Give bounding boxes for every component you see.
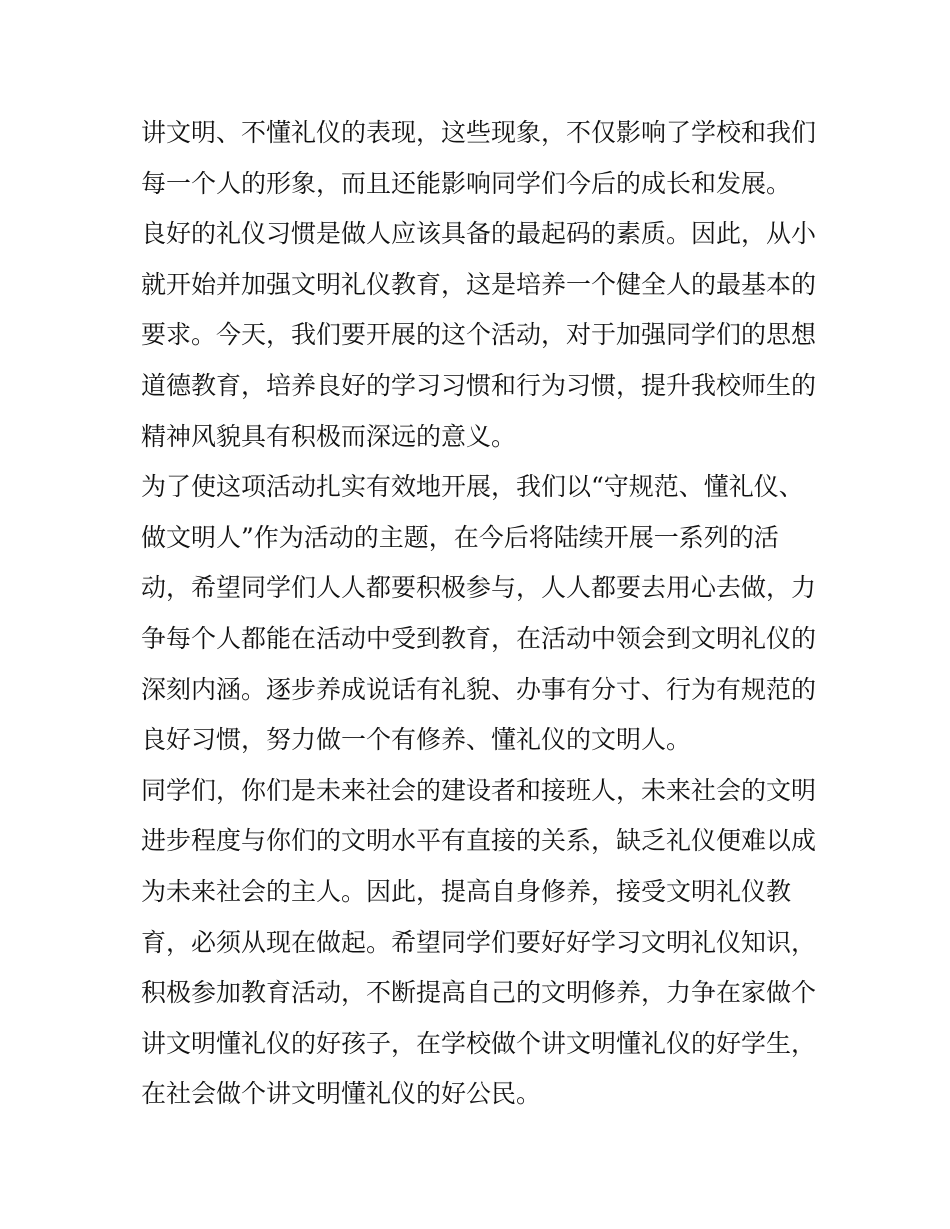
body-text bbox=[141, 108, 821, 1120]
text-line: 育，必须从现在做起。希望同学们要好好学习文明礼仪知识， bbox=[141, 927, 817, 957]
text-line: 良好习惯，努力做一个有修养、懂礼仪的文明人。 bbox=[141, 725, 692, 755]
text-line: 深刻内涵。逐步养成说话有礼貌、办事有分寸、行为有规范的 bbox=[141, 674, 817, 704]
text-line: 同学们，你们是未来社会的建设者和接班人，未来社会的文明 bbox=[141, 775, 817, 805]
text-line: 为了使这项活动扎实有效地开展，我们以“守规范、懂礼仪、 bbox=[141, 472, 804, 502]
text-line: 讲文明、不懂礼仪的表现，这些现象，不仅影响了学校和我们 bbox=[141, 118, 817, 147]
text-line: 每一个人的形象，而且还能影响同学们今后的成长和发展。 bbox=[141, 168, 792, 198]
text-line: 就开始并加强文明礼仪教育，这是培养一个健全人的最基本的 bbox=[141, 269, 817, 299]
text-line: 动，希望同学们人人都要积极参与，人人都要去用心去做，力 bbox=[141, 573, 817, 603]
text-line: 道德教育，培养良好的学习习惯和行为习惯，提升我校师生的 bbox=[141, 370, 817, 400]
text-line: 讲文明懂礼仪的好孩子，在学校做个讲文明懂礼仪的好学生， bbox=[141, 1028, 817, 1058]
text-line: 积极参加教育活动，不断提高自己的文明修养，力争在家做个 bbox=[141, 978, 817, 1008]
text-line: 良好的礼仪习惯是做人应该具备的最起码的素质。因此，从小 bbox=[141, 219, 817, 249]
text-line: 争每个人都能在活动中受到教育，在活动中领会到文明礼仪的 bbox=[141, 623, 817, 653]
text-line: 要求。今天，我们要开展的这个活动，对于加强同学们的思想 bbox=[141, 320, 817, 350]
text-line: 进步程度与你们的文明水平有直接的关系，缺乏礼仪便难以成 bbox=[141, 826, 817, 856]
text-line: 在社会做个讲文明懂礼仪的好公民。 bbox=[141, 1079, 542, 1109]
text-line: 做文明人”作为活动的主题，在今后将陆续开展一系列的活 bbox=[141, 522, 779, 552]
text-line: 精神风貌具有积极而深远的意义。 bbox=[141, 421, 517, 451]
text-line: 为未来社会的主人。因此，提高自身修养，接受文明礼仪教 bbox=[141, 876, 792, 906]
